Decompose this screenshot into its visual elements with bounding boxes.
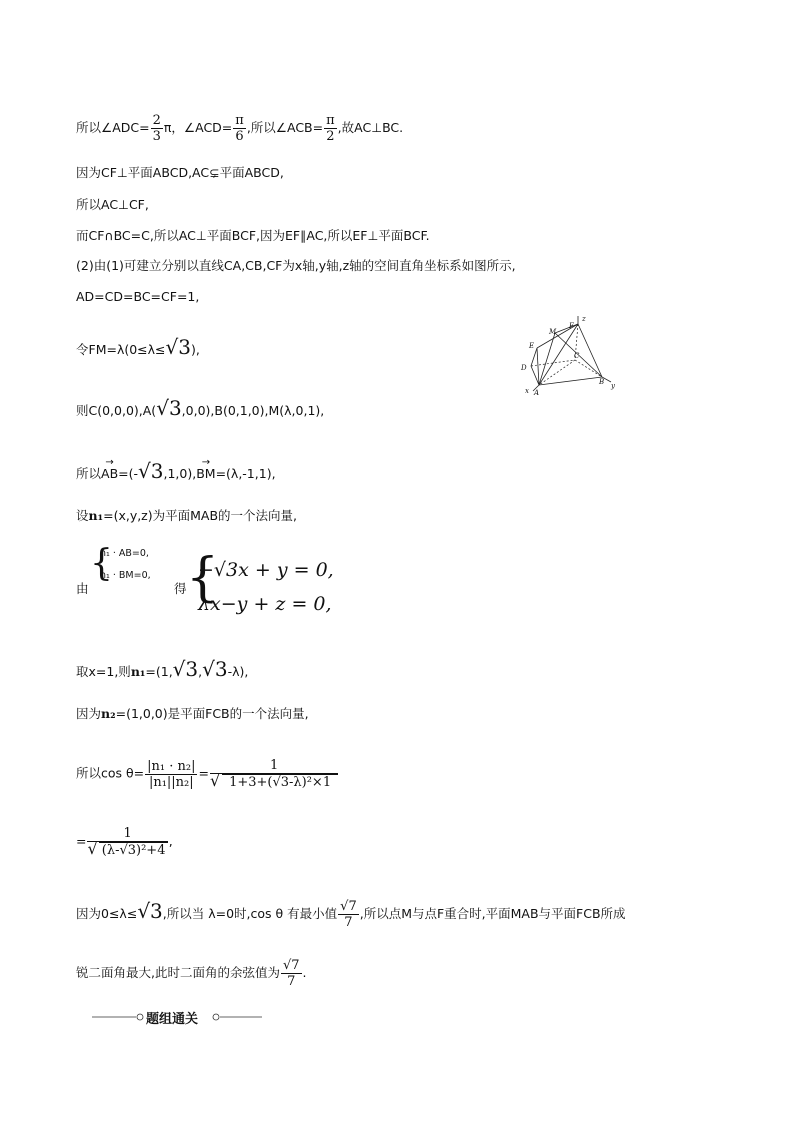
sqrt-3: √3 [138, 459, 164, 483]
fraction: 1 √ 1+3+(√3-λ)²×1 [210, 758, 338, 790]
vector-bm: → BM [196, 464, 215, 484]
label-c: C [574, 352, 580, 360]
text-line-17: 锐二面角最大,此时二面角的余弦值为 $\frac{√7}{7}$ . [76, 958, 307, 989]
equation-2: λx−y + z = 0, [198, 593, 332, 615]
text-line-14: 所以cos θ= $\frac{\text{|n₁ · n₂|}}{\text{|n₁||n₂|}}$ = 1 √ 1+3+(√3-λ)²×1 [76, 758, 339, 790]
text-line-12: 取x=1,则n₁=(1,√3,√3-λ), [76, 657, 249, 681]
fraction: $\frac{2}{3}$ [152, 113, 161, 144]
normal-vector: n₁ [88, 508, 104, 523]
fraction: $\frac{\pi}{2}$ [326, 113, 335, 144]
label-b: B [599, 378, 605, 386]
section-divider [92, 1007, 262, 1027]
label-m: M [549, 328, 557, 336]
label-d: D [521, 364, 527, 372]
fraction: $\frac{\pi}{6}$ [235, 113, 244, 144]
text-line-7: 令FM=λ(0≤λ≤√3), [76, 335, 200, 359]
text-line-11: 由 [76, 581, 89, 596]
text-line-8: 则C(0,0,0),A(√3,0,0),B(0,1,0),M(λ,0,1), [76, 396, 325, 420]
text-line-5: (2)由(1)可建立分别以直线CA,CB,CF为x轴,y轴,z轴的空间直角坐标系如图所示, [76, 258, 516, 273]
coordinate-figure [515, 312, 625, 396]
text-line-10: 设n₁=(x,y,z)为平面MAB的一个法向量, [76, 508, 298, 523]
label-f: F [569, 322, 574, 330]
label-x: x [525, 387, 529, 395]
text-line-13: 因为n₂=(1,0,0)是平面FCB的一个法向量, [76, 706, 309, 721]
text-line-16: 因为0≤λ≤√3,所以当 λ=0时,cos θ 有最小值 $\frac{√7}{7}$ ,所以点M与点F重合时,平面MAB与平面FCB所成 [76, 899, 626, 930]
text-line-9: 所以→ AB=(-√3,1,0),→ BM=(λ,-1,1), [76, 461, 276, 484]
fraction: 1 √ (λ-√3)²+4 [87, 826, 167, 858]
text-line-6: AD=CD=BC=CF=1, [76, 289, 200, 304]
fraction: $\frac{\text{|n₁ · n₂|}}{\text{|n₁||n₂|}}$ [147, 758, 196, 790]
equation-1: −√3x + y = 0, [198, 559, 334, 581]
section-title: 题组通关 [146, 1012, 199, 1027]
brace-large: { [186, 548, 220, 608]
text: ,所以∠ACB= [246, 120, 324, 135]
condition-2: n₁ · BM=0, [100, 570, 151, 581]
text: π，∠ACD= [163, 120, 233, 135]
text-line-3: 所以AC⊥CF, [76, 197, 149, 212]
vector-ab: → AB [101, 464, 118, 484]
condition-1: n₁ · AB=0, [100, 548, 149, 559]
text-line-4: 而CF∩BC=C,所以AC⊥平面BCF,因为EF∥AC,所以EF⊥平面BCF. [76, 228, 430, 243]
text-line-1 [76, 113, 403, 144]
text: 所以∠ADC= [76, 120, 150, 135]
sqrt-3: √3 [156, 396, 182, 420]
text: ,故AC⊥BC. [337, 120, 404, 135]
label-e: E [529, 342, 535, 350]
de-text: 得 [174, 581, 187, 596]
brace-small: { [90, 543, 113, 584]
fraction: $\frac{√7}{7}$ [340, 899, 357, 930]
text-line-15: = 1 √ (λ-√3)²+4 , [76, 826, 173, 858]
fraction: $\frac{√7}{7}$ [282, 958, 300, 989]
label-z: z [582, 315, 586, 323]
label-y: y [611, 382, 615, 390]
label-a: A [534, 389, 540, 396]
text-line-2: 因为CF⊥平面ABCD,AC⊊平面ABCD, [76, 165, 284, 180]
sqrt-3: √3 [165, 335, 191, 359]
